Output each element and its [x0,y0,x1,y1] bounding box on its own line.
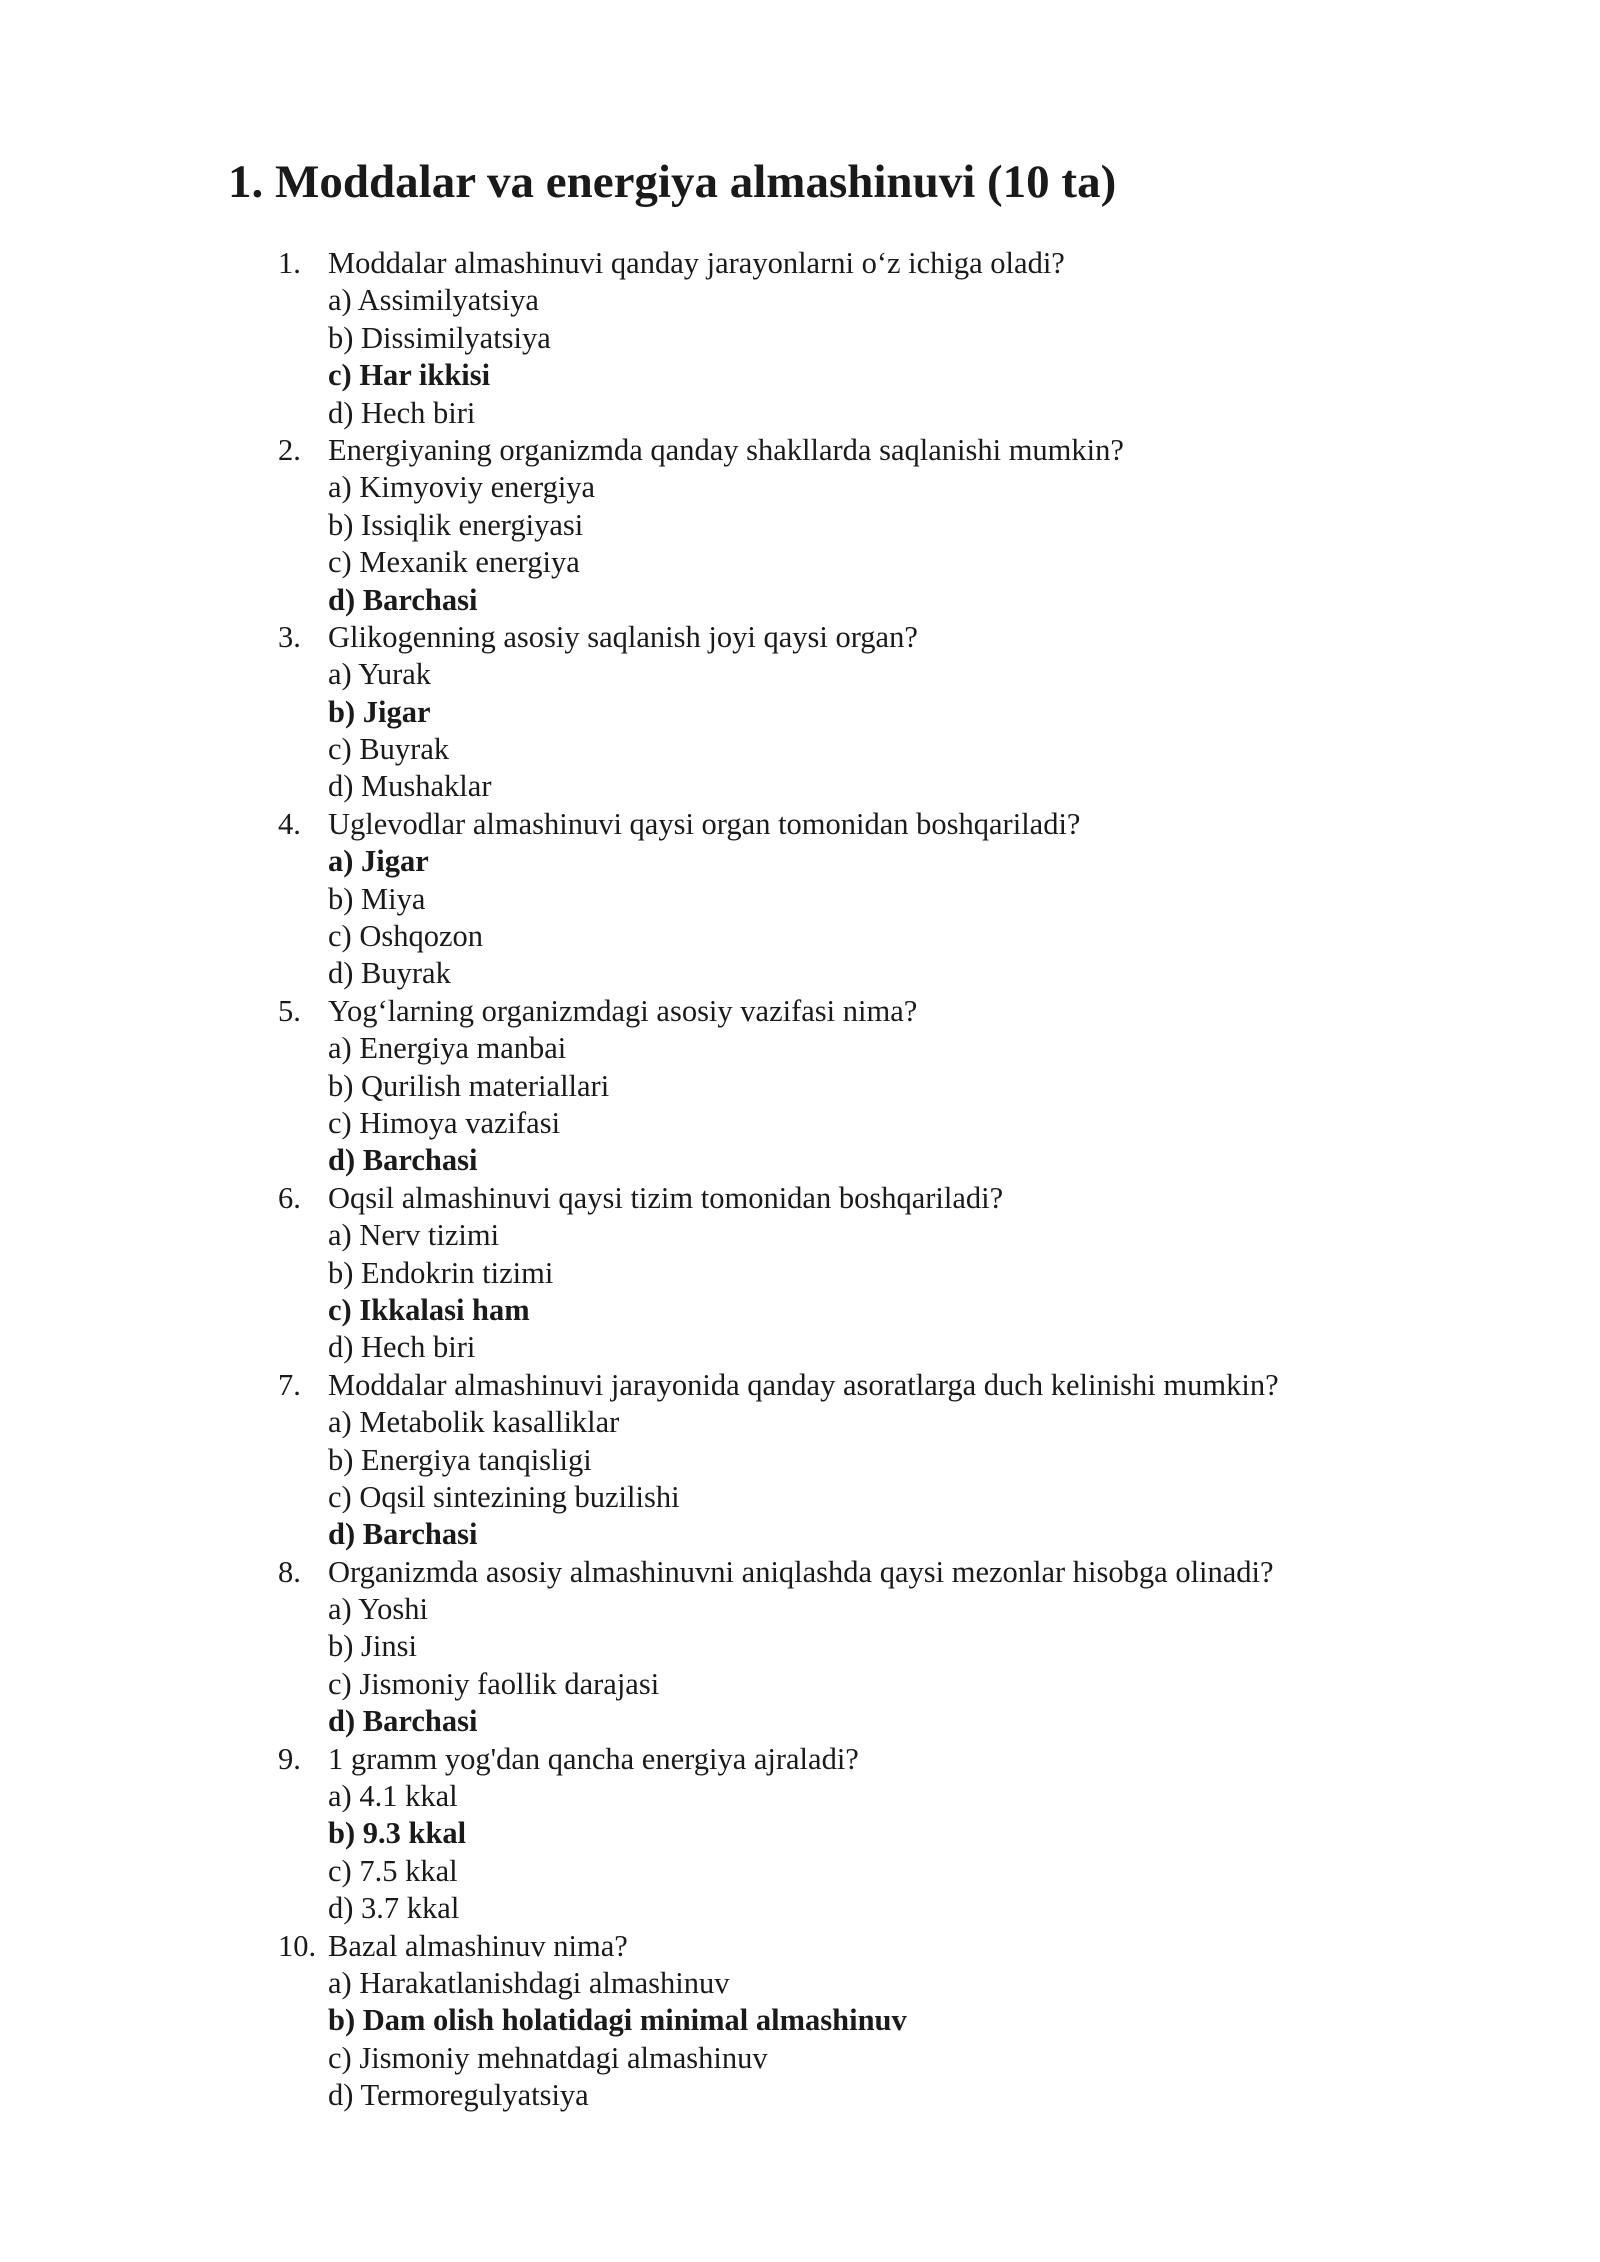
option-row [0,881,1600,918]
option-row [0,1628,1600,1665]
question-row [0,1554,1600,1591]
option-row [0,1217,1600,1254]
answer-option: d) Mushaklar [328,769,492,804]
answer-option: b) Miya [328,881,426,916]
question-row [0,806,1600,843]
question-row [0,619,1600,656]
question-item [0,806,1600,993]
option-row [0,918,1600,955]
question-row [0,245,1600,282]
answer-option: c) Oqsil sintezining buzilishi [328,1479,680,1514]
option-row [0,1404,1600,1441]
option-row [0,395,1600,432]
question-row [0,1928,1600,1965]
answer-option: c) Himoya vazifasi [328,1105,561,1140]
option-row [0,469,1600,506]
answer-option: b) Issiqlik energiyasi [328,507,584,542]
question-number: 1. [278,246,301,280]
question-item [0,1367,1600,1554]
option-row [0,1516,1600,1553]
question-item [0,993,1600,1180]
answer-option: c) Oshqozon [328,919,484,954]
answer-option: d) Hech biri [328,1330,476,1365]
question-number: 10. [278,1928,317,1963]
option-row [0,768,1600,805]
correct-option: d) Barchasi [328,1704,478,1739]
answer-option: a) Kimyoviy energiya [328,470,596,505]
option-row [0,1442,1600,1479]
option-row [0,1666,1600,1703]
section-heading: 1. Moddalar va energiya almashinuvi (10 ta) [228,156,1117,208]
answer-option: a) Nerv tizimi [328,1218,500,1253]
option-row [0,1778,1600,1815]
answer-option: c) Jismoniy mehnatdagi almashinuv [328,2040,768,2075]
option-row [0,507,1600,544]
question-number: 6. [278,1180,301,1215]
correct-option: b) Dam olish holatidagi minimal almashinuv [328,2003,907,2038]
option-row [0,1591,1600,1628]
question-text: Energiyaning organizmda qanday shakllarda saqlanishi mumkin? [328,432,1124,467]
correct-option: b) Jigar [328,694,431,729]
option-row [0,1255,1600,1292]
question-item [0,1180,1600,1367]
answer-option: c) 7.5 kkal [328,1853,458,1888]
option-row [0,2040,1600,2077]
correct-option: c) Ikkalasi ham [328,1292,530,1327]
option-row [0,731,1600,768]
option-row [0,320,1600,357]
question-text: Glikogenning asosiy saqlanish joyi qaysi organ? [328,619,918,654]
option-row [0,843,1600,880]
question-text: Moddalar almashinuvi qanday jarayonlarni o‘z ichiga oladi? [328,246,1065,280]
answer-option: c) Mexanik energiya [328,545,580,580]
question-row [0,1367,1600,1404]
option-row [0,2002,1600,2039]
correct-option: d) Barchasi [328,582,478,617]
question-text: Moddalar almashinuvi jarayonida qanday asoratlarga duch kelinishi mumkin? [328,1367,1279,1402]
answer-option: a) Energiya manbai [328,1031,567,1066]
question-number: 3. [278,619,301,654]
question-item [0,245,1600,432]
question-row [0,1741,1600,1778]
option-row [0,2077,1600,2114]
question-text: 1 gramm yog'dan qancha energiya ajraladi? [328,1741,859,1776]
answer-option: a) Metabolik kasalliklar [328,1405,620,1440]
answer-option: d) 3.7 kkal [328,1891,460,1926]
question-item [0,432,1600,619]
question-text: Oqsil almashinuvi qaysi tizim tomonidan boshqariladi? [328,1180,1004,1215]
answer-option: b) Energiya tanqisligi [328,1442,592,1477]
answer-option: b) Dissimilyatsiya [328,320,551,355]
answer-option: a) 4.1 kkal [328,1779,458,1814]
question-item [0,1741,1600,1928]
answer-option: c) Buyrak [328,732,450,767]
question-number: 5. [278,993,301,1028]
question-text: Uglevodlar almashinuvi qaysi organ tomonidan boshqariladi? [328,806,1081,841]
correct-option: a) Jigar [328,844,429,879]
option-row [0,1479,1600,1516]
answer-option: b) Endokrin tizimi [328,1255,554,1290]
answer-option: b) Jinsi [328,1629,417,1664]
question-number: 7. [278,1367,301,1402]
option-row [0,1890,1600,1927]
question-number: 4. [278,806,301,841]
option-row [0,656,1600,693]
option-row [0,1142,1600,1179]
answer-option: d) Buyrak [328,956,451,991]
correct-option: b) 9.3 kkal [328,1816,467,1851]
correct-option: d) Barchasi [328,1143,478,1178]
answer-option: a) Harakatlanishdagi almashinuv [328,1965,730,2000]
answer-option: a) Yurak [328,657,432,692]
option-row [0,1068,1600,1105]
question-number: 8. [278,1554,301,1589]
option-row [0,1030,1600,1067]
option-row [0,357,1600,394]
question-list [0,245,1600,2115]
option-row [0,1703,1600,1740]
correct-option: c) Har ikkisi [328,358,491,393]
question-item [0,619,1600,806]
answer-option: c) Jismoniy faollik darajasi [328,1666,660,1701]
option-row [0,1965,1600,2002]
answer-option: a) Assimilyatsiya [328,283,539,318]
option-row [0,955,1600,992]
answer-option: a) Yoshi [328,1592,429,1627]
answer-option: d) Termoregulyatsiya [328,2078,589,2113]
question-row [0,432,1600,469]
option-row [0,282,1600,319]
option-row [0,1292,1600,1329]
option-row [0,1815,1600,1852]
answer-option: d) Hech biri [328,395,476,430]
answer-option: b) Qurilish materiallari [328,1068,610,1103]
question-number: 9. [278,1741,301,1776]
option-row [0,544,1600,581]
option-row [0,694,1600,731]
correct-option: d) Barchasi [328,1517,478,1552]
option-row [0,582,1600,619]
question-row [0,1180,1600,1217]
question-item [0,1928,1600,2115]
question-text: Yog‘larning organizmdagi asosiy vazifasi nima? [328,993,918,1028]
question-item [0,1554,1600,1741]
option-row [0,1329,1600,1366]
question-row [0,993,1600,1030]
question-text: Bazal almashinuv nima? [328,1928,628,1963]
option-row [0,1105,1600,1142]
option-row [0,1853,1600,1890]
question-number: 2. [278,432,301,467]
question-text: Organizmda asosiy almashinuvni aniqlashda qaysi mezonlar hisobga olinadi? [328,1554,1274,1589]
